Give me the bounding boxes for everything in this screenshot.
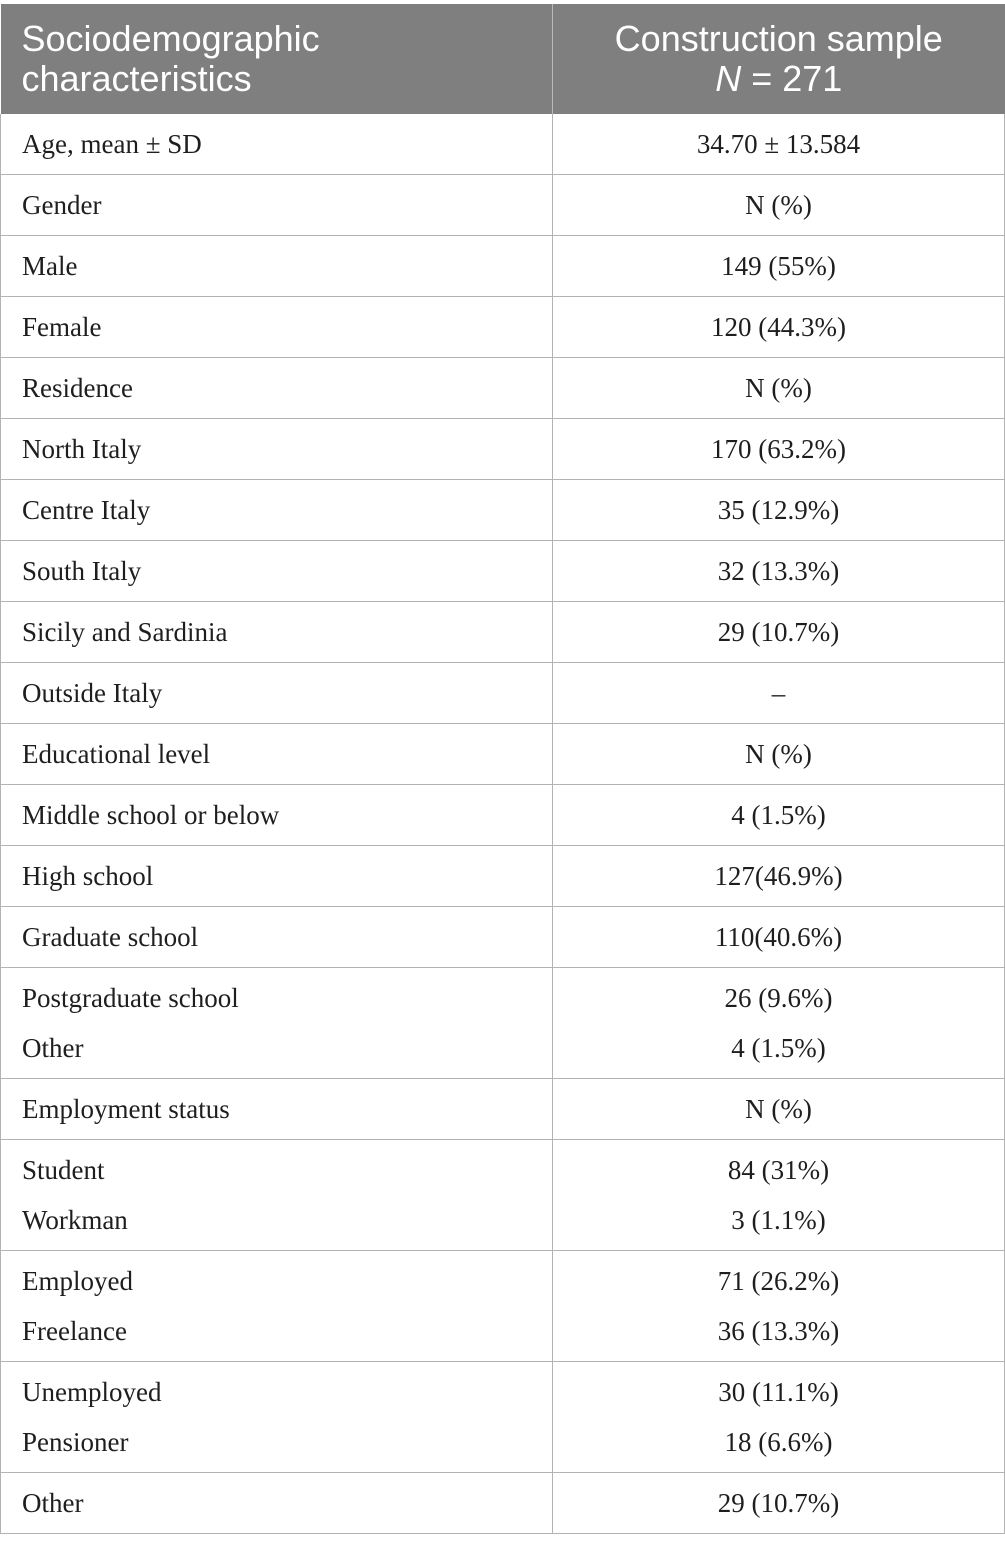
table-row [1, 297, 1005, 358]
table-row [1, 175, 1005, 236]
row-value: 120 (44.3%) [553, 297, 1005, 358]
sociodemographic-table [0, 4, 1005, 1534]
table-row [1, 1079, 1005, 1140]
table-row [1, 663, 1005, 724]
row-label: Sicily and Sardinia [1, 602, 553, 663]
row-label-line2: Other [22, 1033, 84, 1063]
row-value [553, 1251, 1005, 1362]
row-label-line2: Workman [22, 1205, 128, 1235]
row-label-line1: Postgraduate school [22, 983, 239, 1013]
row-label [1, 968, 553, 1079]
row-label: Female [1, 297, 553, 358]
header-col2-line1: Construction sample [614, 18, 943, 59]
header-construction-sample [553, 4, 1005, 114]
table-row [1, 480, 1005, 541]
row-label: Age, mean ± SD [1, 114, 553, 175]
row-value: 170 (63.2%) [553, 419, 1005, 480]
row-label: High school [1, 846, 553, 907]
header-n-value: = 271 [741, 58, 843, 99]
row-label [1, 1362, 553, 1473]
row-value: 34.70 ± 13.584 [553, 114, 1005, 175]
table-row [1, 419, 1005, 480]
row-label: Educational level [1, 724, 553, 785]
row-value-line1: 84 (31%) [727, 1155, 830, 1185]
row-value: N (%) [553, 358, 1005, 419]
row-label-line2: Pensioner [22, 1427, 129, 1457]
row-value: 149 (55%) [553, 236, 1005, 297]
row-value: 110(40.6%) [553, 907, 1005, 968]
row-value: N (%) [553, 1079, 1005, 1140]
row-value-line2: 18 (6.6%) [724, 1427, 833, 1457]
row-label-line1: Employed [22, 1266, 133, 1296]
table-row [1, 1140, 1005, 1251]
row-label: North Italy [1, 419, 553, 480]
row-label: Middle school or below [1, 785, 553, 846]
table-row [1, 114, 1005, 175]
header-col1-line1: Sociodemographic [21, 18, 320, 59]
table-row [1, 602, 1005, 663]
table-row [1, 1251, 1005, 1362]
table-row [1, 785, 1005, 846]
row-label [1, 1140, 553, 1251]
row-label: Gender [1, 175, 553, 236]
table-row [1, 724, 1005, 785]
row-value: – [553, 663, 1005, 724]
row-value: N (%) [553, 724, 1005, 785]
table-row [1, 907, 1005, 968]
header-n-symbol: N [715, 58, 742, 99]
table-row [1, 968, 1005, 1079]
row-value-line2: 3 (1.1%) [731, 1205, 826, 1235]
row-value: 4 (1.5%) [553, 785, 1005, 846]
row-label: Other [1, 1473, 553, 1534]
row-label-line1: Student [22, 1155, 105, 1185]
row-value-line1: 30 (11.1%) [718, 1377, 839, 1407]
table-row [1, 236, 1005, 297]
row-label: Male [1, 236, 553, 297]
row-value: 32 (13.3%) [553, 541, 1005, 602]
row-value: 29 (10.7%) [553, 602, 1005, 663]
row-label [1, 1251, 553, 1362]
row-label: Employment status [1, 1079, 553, 1140]
row-value [553, 1140, 1005, 1251]
row-label: Outside Italy [1, 663, 553, 724]
header-col1-line2: characteristics [21, 58, 252, 99]
row-label: Centre Italy [1, 480, 553, 541]
row-value: 35 (12.9%) [553, 480, 1005, 541]
table-body [1, 114, 1005, 1534]
row-value-line1: 71 (26.2%) [717, 1266, 840, 1296]
table-row [1, 846, 1005, 907]
row-label-line1: Unemployed [22, 1377, 162, 1407]
row-value [553, 1362, 1005, 1473]
row-label: Graduate school [1, 907, 553, 968]
table-row [1, 358, 1005, 419]
row-value-line1: 26 (9.6%) [724, 983, 833, 1013]
row-label: South Italy [1, 541, 553, 602]
row-value-line2: 36 (13.3%) [717, 1316, 840, 1346]
table-row [1, 541, 1005, 602]
row-value: 127(46.9%) [553, 846, 1005, 907]
row-value: 29 (10.7%) [553, 1473, 1005, 1534]
row-label-line2: Freelance [22, 1316, 127, 1346]
header-characteristics [1, 4, 553, 114]
row-label: Residence [1, 358, 553, 419]
row-value: N (%) [553, 175, 1005, 236]
table-header [1, 4, 1005, 114]
row-value [553, 968, 1005, 1079]
table-row [1, 1362, 1005, 1473]
row-value-line2: 4 (1.5%) [731, 1033, 826, 1063]
table-row [1, 1473, 1005, 1534]
